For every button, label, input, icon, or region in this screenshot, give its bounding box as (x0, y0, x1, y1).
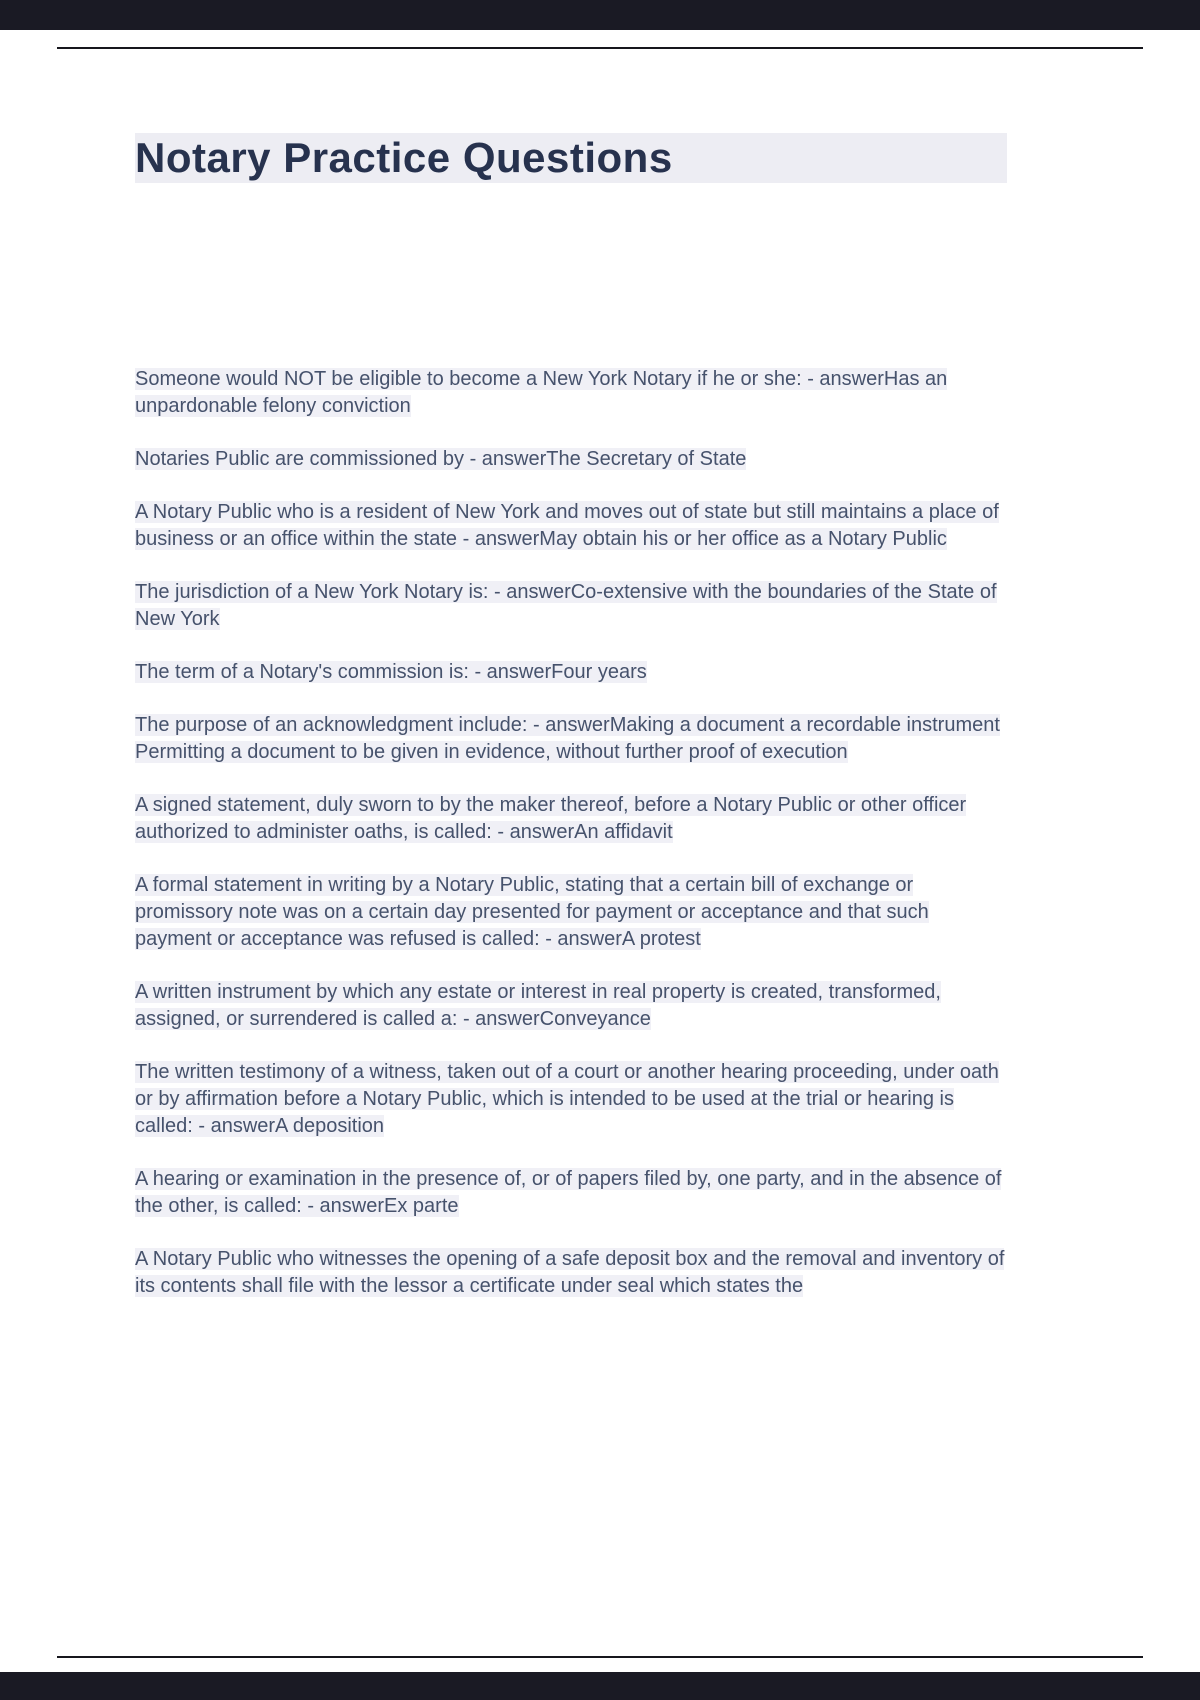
paragraph-text: The written testimony of a witness, taken out of a court or another hearing proceeding, under oath or by affirmation before a Notary Public, which is intended to be used at the trial or hearing is called: - answerA deposition (135, 1061, 999, 1137)
paragraph (135, 792, 1007, 846)
bottom-border-rule (57, 1656, 1143, 1658)
paragraph (135, 579, 1007, 633)
paragraph-text: A formal statement in writing by a Notary Public, stating that a certain bill of exchange or promissory note was on a certain day presented for payment or acceptance and that such payment or acceptance was refused is called: - answerA protest (135, 874, 929, 950)
paragraphs (135, 366, 1007, 1300)
paragraph (135, 979, 1007, 1033)
paragraph (135, 446, 1007, 473)
paragraph-text: Permitting a document to be given in evidence, without further proof of execution (135, 741, 848, 763)
paragraph (135, 1246, 1007, 1300)
paragraph-text: Someone would NOT be eligible to become a New York Notary if he or she: - answerHas an unpardonable felony conviction (135, 368, 948, 417)
paragraph-text: The term of a Notary's commission is: - answerFour years (135, 661, 647, 683)
paragraph (135, 712, 1007, 766)
paragraph (135, 659, 1007, 686)
page-title: Notary Practice Questions (135, 133, 1007, 183)
paragraph (135, 1059, 1007, 1140)
paragraph (135, 1166, 1007, 1220)
paragraph (135, 366, 1007, 420)
paragraph-text: A signed statement, duly sworn to by the maker thereof, before a Notary Public or other officer authorized to administer oaths, is called: - answerAn affidavit (135, 794, 967, 843)
paragraph-text: A Notary Public who is a resident of New York and moves out of state but still maintains a place of business or an office within the state - answerMay obtain his or her office as a Notary Public (135, 501, 999, 550)
paragraph-text: The purpose of an acknowledgment include: - answerMaking a document a recordable instrument (135, 714, 1000, 736)
paragraph-text: A written instrument by which any estate or interest in real property is created, transformed, assigned, or surrendered is called a: - answerConveyance (135, 981, 941, 1030)
paragraph-text: A hearing or examination in the presence of, or of papers filed by, one party, and in the absence of the other, is called: - answerEx parte (135, 1168, 1002, 1217)
paragraph-text: A Notary Public who witnesses the opening of a safe deposit box and the removal and inventory of its contents shall file with the lessor a certificate under seal which states the (135, 1248, 1005, 1297)
bottom-frame-bar (0, 1672, 1200, 1700)
paragraph (135, 499, 1007, 553)
paragraph (135, 872, 1007, 953)
paragraph-text: Notaries Public are commissioned by - answerThe Secretary of State (135, 448, 747, 470)
paragraph-text: The jurisdiction of a New York Notary is: - answerCo-extensive with the boundaries of the State of New York (135, 581, 997, 630)
top-frame-bar (0, 0, 1200, 30)
page-content (135, 133, 1007, 1326)
top-border-rule (57, 47, 1143, 49)
